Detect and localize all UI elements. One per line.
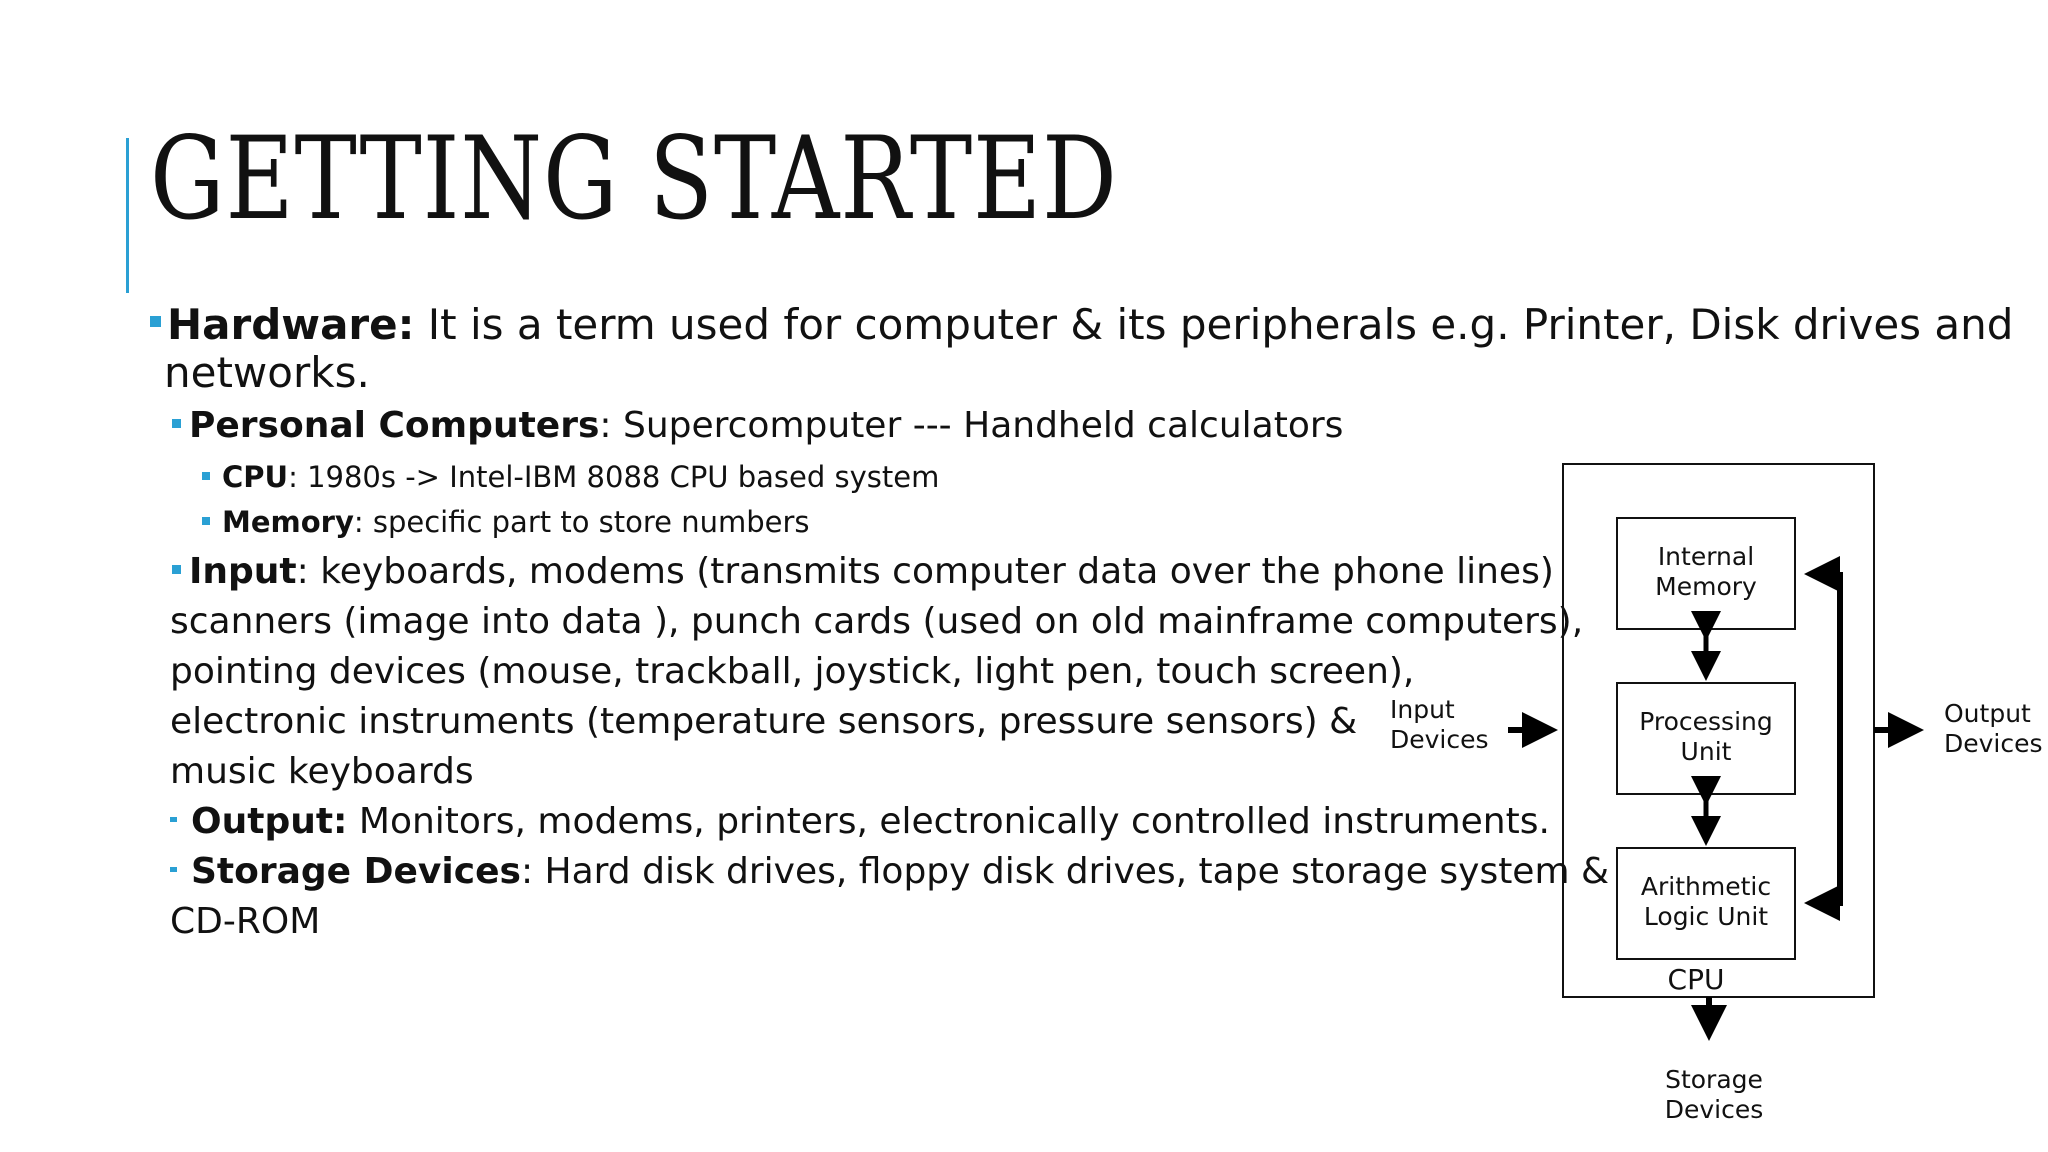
- storage-devices-label-2: Devices: [1664, 1095, 1764, 1124]
- processing-unit-label-2: Unit: [1680, 737, 1732, 766]
- input-line: pointing devices (mouse, trackball, joystick, light pen, touch screen),: [170, 651, 1415, 692]
- loop-arrow-to-alu: [1810, 572, 1840, 903]
- input-term: Input: [189, 551, 297, 592]
- hardware-term: Hardware:: [167, 300, 415, 349]
- storage-term: Storage Devices: [191, 851, 521, 892]
- output-devices-label-1: Output: [1944, 699, 2031, 728]
- storage-text-cont: CD-ROM: [170, 901, 321, 942]
- input-line: scanners (image into data ), punch cards (used on old mainframe computers),: [170, 601, 1584, 642]
- input-devices-label-2: Devices: [1390, 725, 1489, 754]
- personal-computers-term: Personal Computers: [189, 405, 600, 446]
- cpu-text: : 1980s -> Intel-IBM 8088 CPU based system: [288, 460, 940, 494]
- slide-title: GETTING STARTED: [150, 112, 1118, 245]
- output-devices-label-2: Devices: [1944, 729, 2043, 758]
- cpu-label: CPU: [1667, 963, 1725, 996]
- input-devices-label-1: Input: [1390, 695, 1455, 724]
- hardware-text-cont: networks.: [164, 348, 370, 397]
- output-text: Monitors, modems, printers, electronically controlled instruments.: [347, 801, 1550, 842]
- input-line: music keyboards: [170, 751, 474, 792]
- alu-label-2: Logic Unit: [1643, 902, 1769, 931]
- memory-text: : specific part to store numbers: [353, 505, 810, 539]
- storage-devices-label-1: Storage: [1665, 1065, 1763, 1094]
- alu-label-1: Arithmetic: [1640, 872, 1772, 901]
- hardware-text: It is a term used for computer & its peripherals e.g. Printer, Disk drives and: [414, 300, 2014, 349]
- input-line: electronic instruments (temperature sensors, pressure sensors) &: [170, 701, 1358, 742]
- memory-term: Memory: [222, 505, 354, 539]
- personal-computers-text: : Supercomputer --- Handheld calculators: [599, 405, 1344, 446]
- internal-memory-label-2: Memory: [1655, 572, 1757, 601]
- input-text: : keyboards, modems (transmits computer data over the phone lines): [296, 551, 1554, 592]
- internal-memory-label-1: Internal: [1657, 542, 1755, 571]
- storage-text: : Hard disk drives, floppy disk drives, tape storage system &: [520, 851, 1610, 892]
- output-term: Output:: [191, 801, 348, 842]
- processing-unit-label-1: Processing: [1639, 707, 1773, 736]
- cpu-term: CPU: [222, 460, 289, 494]
